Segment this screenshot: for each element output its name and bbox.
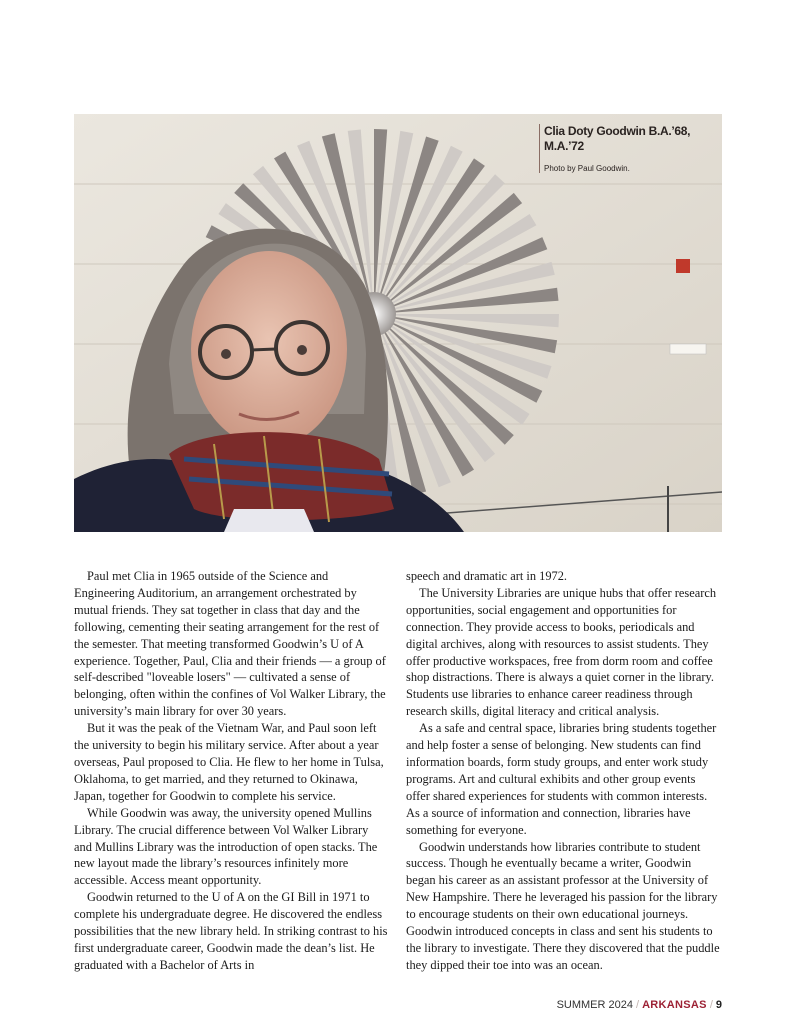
caption-credit: Photo by Paul Goodwin. [544, 164, 630, 173]
photo-illustration [74, 114, 722, 532]
paragraph: But it was the peak of the Vietnam War, and Paul soon left the university to begin his military service. After about a year overseas, Paul proposed to Clia. He flew to her home in Tulsa, Oklahoma, to get married, and they returned to Okinawa, Japan, together for Goodwin to complete his service. [74, 721, 384, 803]
paragraph: While Goodwin was away, the university opened Mullins Library. The crucial difference between Vol Walker Library and Mullins Library was the introduction of open stacks. The new layout made the library’s resources infinitely more accessible. Access meant opportunity. [74, 805, 378, 888]
fire-alarm-shape [676, 259, 690, 273]
paragraph: The University Libraries are unique hubs that offer research opportunities, social engagement and opportunities for connection. They provide access to books, periodicals and digital archives, along with resources to assist students. They offer productive workspaces, free from dorm room and coffee shop distractions. There is always a quiet corner in the library. Students use libraries to enhance career readiness through research skills, digital literacy and critical analysis. [406, 585, 717, 719]
feature-photo [74, 114, 722, 532]
footer-separator: / [636, 999, 640, 1011]
paragraph: Paul met Clia in 1965 outside of the Science and Engineering Auditorium, an arrangement orchestrated by mutual friends. They sat together in class that day and the following, cementing their seating arrangement for the rest of the semester. That meeting transformed Goodwin’s U of A experience. Together, Paul, Clia and their friends — a group of self-described "loveable losers" — cultivated a sense of belonging, often within the confines of Vol Walker Library, the university’s main library for over 30 years. [74, 569, 386, 719]
page-number: 9 [715, 999, 722, 1011]
issue-label: SUMMER 2024 [556, 999, 633, 1011]
footer-separator: / [709, 999, 713, 1011]
paragraph: As a safe and central space, libraries bring students together and help foster a sense of belonging. New students can find information boards, form study groups, and enter work study programs. Art and cultural exhibits and other group events offer shared experiences for students with common interests. As a source of information and connection, libraries have something for everyone. [406, 721, 717, 837]
photo-caption [539, 124, 722, 173]
page-footer [557, 999, 722, 1011]
paragraph: Goodwin understands how libraries contribute to student success. Though he eventually became a writer, Goodwin began his career as an assistant professor at the University of New Hampshire. There he leveraged his passion for the library to encourage students on their own educational journeys. Goodwin introduced concepts in class and sent his students to the library to investigate. There they discovered that the puddle they dipped their toe into was an ocean. [406, 839, 720, 972]
magazine-name: ARKANSAS [642, 999, 707, 1011]
caption-title: Clia Doty Goodwin B.A.’68, M.A.’72 [544, 124, 691, 153]
article-column-right [406, 568, 721, 974]
paragraph: Goodwin returned to the U of A on the GI Bill in 1971 to complete his undergraduate degree. He discovered the endless possibilities that the new library held. In striking contrast to his first undergraduate career, Goodwin made the dean’s list. He graduated with a Bachelor of Arts in [74, 890, 388, 972]
paragraph-continuation: speech and dramatic art in 1972. [406, 569, 568, 583]
article-column-left [74, 568, 389, 974]
